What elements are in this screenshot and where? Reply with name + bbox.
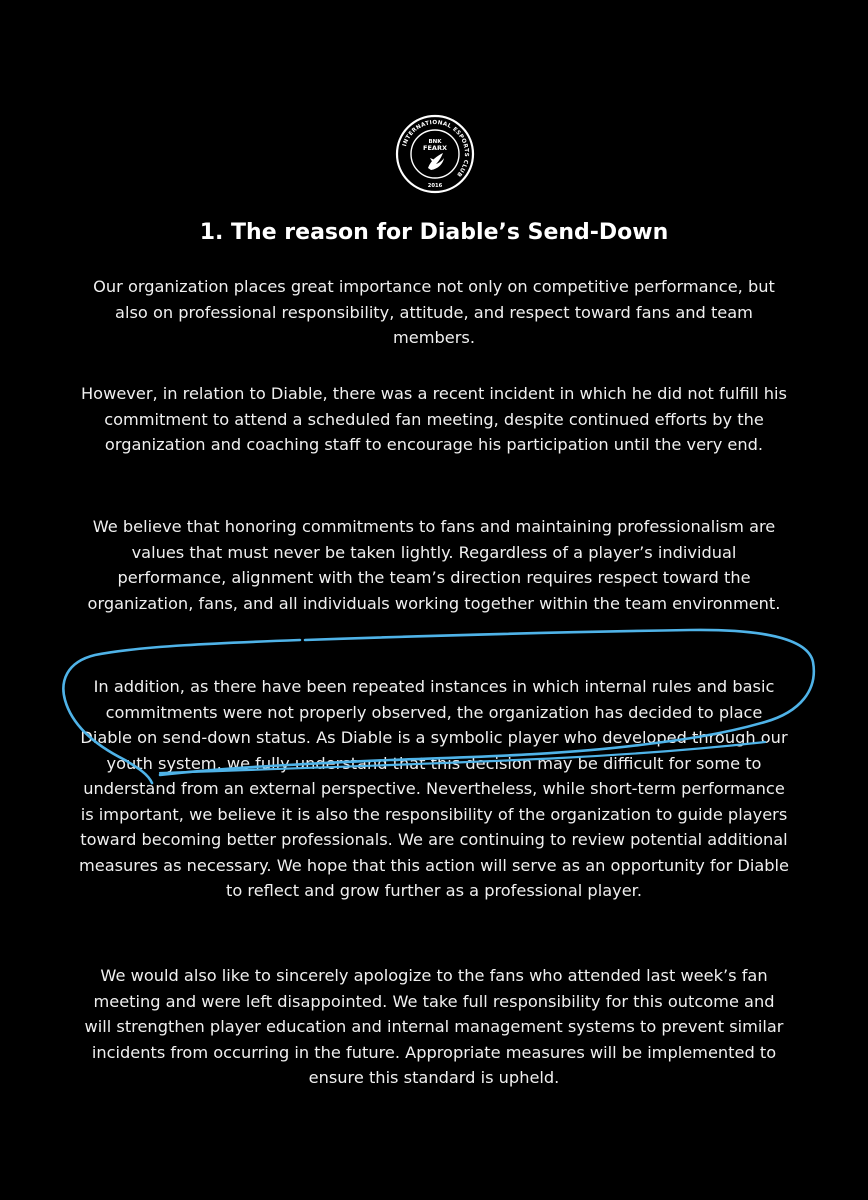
paragraph-2: However, in relation to Diable, there was a recent incident in which he did not fulfill his commitment to attend a scheduled fan meeting, despite continued efforts by the organization and coaching staff to encourage his participation until the very end.	[81, 384, 787, 454]
paragraph-3: We believe that honoring commitments to fans and maintaining professionalism are values that must never be taken lightly. Regardless of a player’s individual performance, alignment with the team’s direction requires respect toward the organization, fans, and all individuals working together within the team environment.	[87, 517, 781, 613]
paragraph-4: In addition, as there have been repeated instances in which internal rules and basic commitments were not properly observed, the organization has decided to place Diable on send-down status. As Diable is a symbolic player who developed through our youth system, we fully understand that this decision may be difficult for some to understand from an external perspective. Nevertheless, while short-term performance is important, we believe it is also the responsibility of the organization to guide players toward becoming better professionals. We are continuing to review potential additional measures as necessary. We hope that this action will serve as an opportunity for Diable to reflect and grow further as a professional player.	[78, 677, 790, 900]
paragraph-5: We would also like to sincerely apologize to the fans who attended last week’s fan meeting and were left disappointed. We take full responsibility for this outcome and will strengthen player education and internal management systems to prevent similar incidents from occurring in the future. Appropriate measures will be implemented to ensure this standard is upheld.	[84, 966, 784, 1087]
logo-brand-top: BNK	[428, 139, 442, 145]
logo-brand-bottom: FEARX	[423, 144, 447, 152]
logo-ring-text: INTERNATIONAL ESPORTS CLUB	[402, 119, 470, 178]
paragraph-1: Our organization places great importance not only on competitive performance, but also on professional responsibility, attitude, and respect toward fans and team members.	[93, 277, 775, 347]
page-title: 1. The reason for Diable’s Send-Down	[199, 220, 669, 245]
team-logo	[395, 114, 475, 194]
logo-year: 2016	[427, 183, 443, 189]
logo-emblem	[428, 153, 444, 170]
